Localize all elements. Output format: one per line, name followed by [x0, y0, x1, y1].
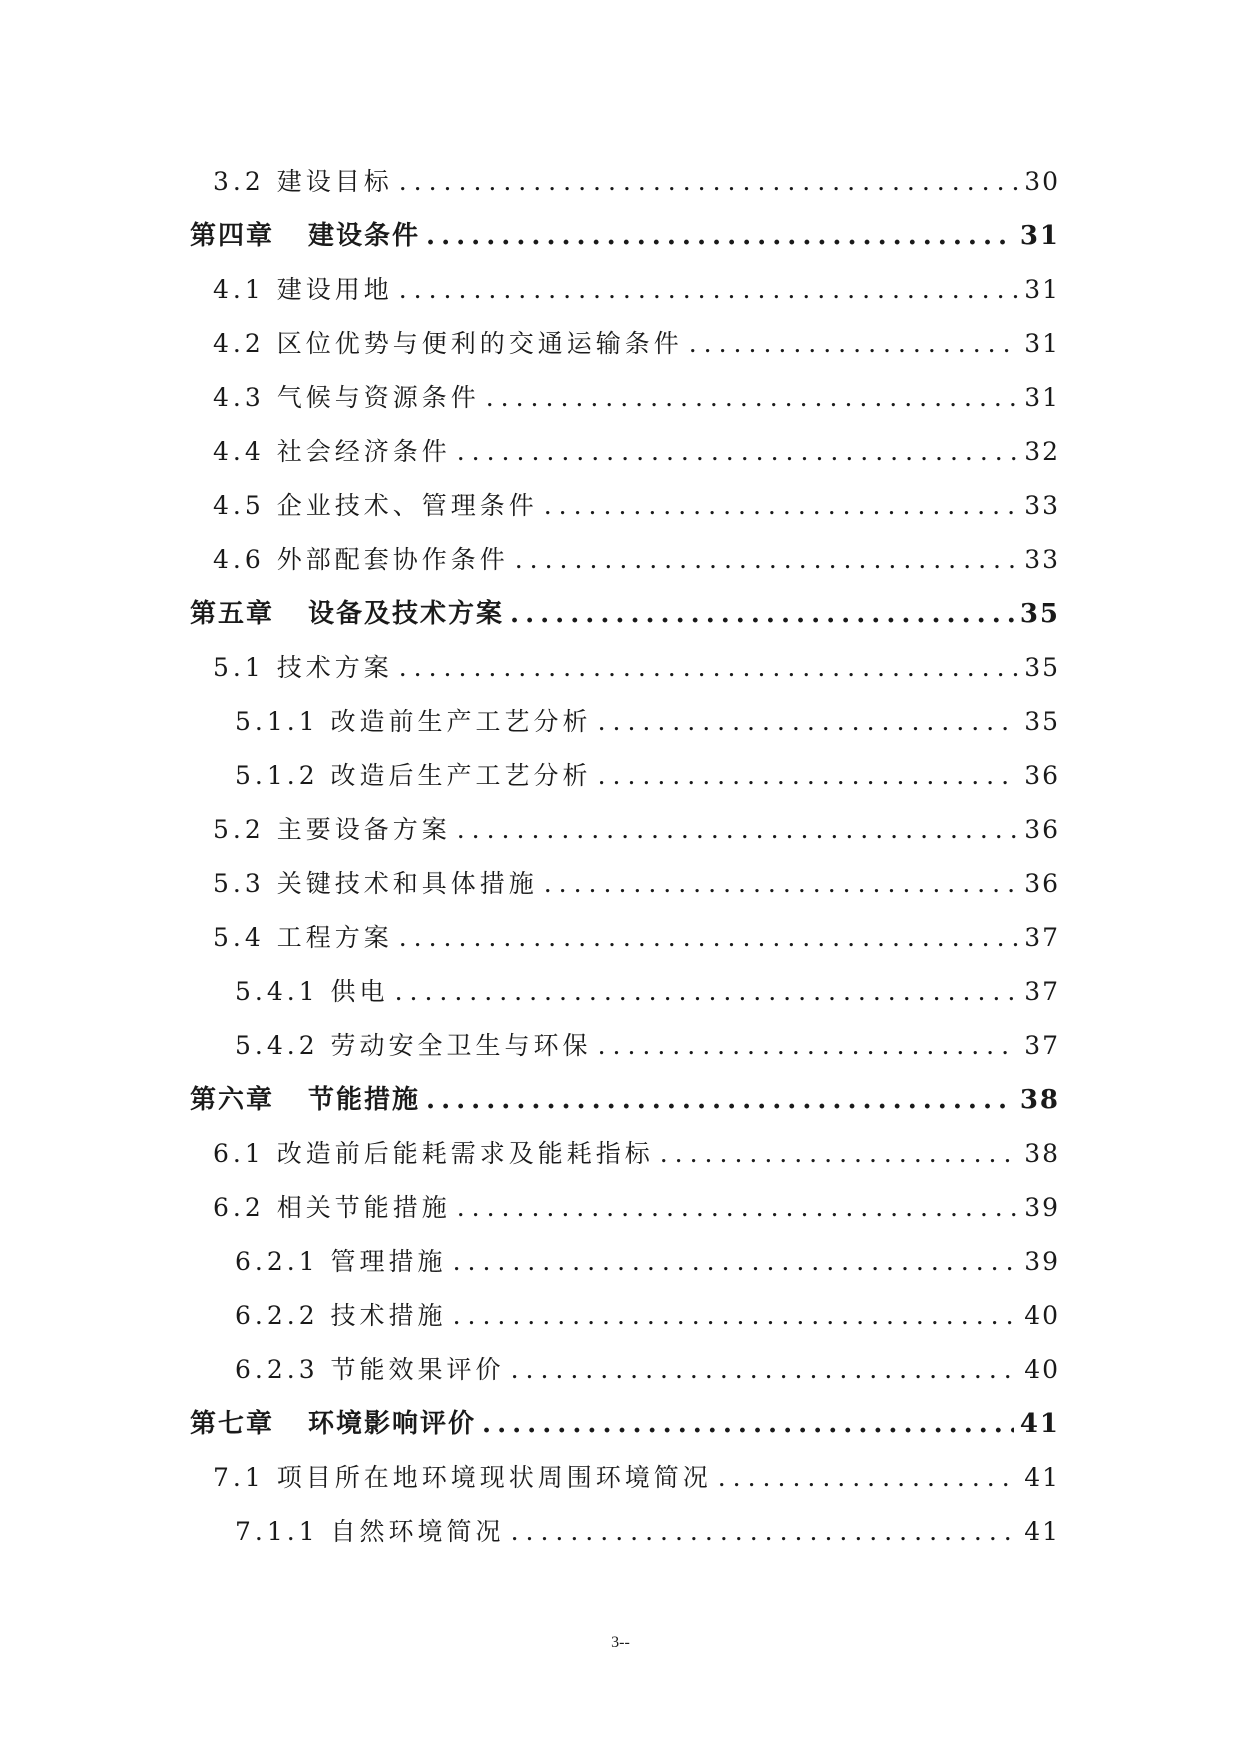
- toc-leader-dots: [515, 540, 1018, 580]
- toc-page-number: 38: [1019, 1085, 1060, 1115]
- toc-chapter-name: 节能措施: [308, 1085, 421, 1115]
- toc-leader-dots: [453, 1296, 1019, 1336]
- toc-entry-title: 5.1.2 改造后生产工艺分析: [235, 761, 592, 790]
- toc-subentry[interactable]: [235, 1296, 1060, 1336]
- toc-page-number: 37: [1024, 923, 1060, 952]
- toc-leader-dots: [453, 1242, 1019, 1282]
- toc-page-number: 32: [1024, 437, 1060, 466]
- toc-entry[interactable]: [213, 162, 1060, 202]
- toc-chapter-title: [190, 1404, 476, 1444]
- page-footer-number: 3--: [611, 1634, 630, 1651]
- toc-leader-dots: [511, 1350, 1019, 1390]
- toc-page-number: 41: [1019, 1409, 1060, 1439]
- toc-entry-title: 5.4.2 劳动安全卫生与环保: [235, 1031, 592, 1060]
- toc-page-number: 36: [1024, 815, 1060, 844]
- toc-leader-dots: [598, 1026, 1019, 1066]
- toc-chapter-entry[interactable]: [190, 594, 1060, 634]
- toc-chapter-title: [190, 216, 420, 256]
- toc-chapter-number: 第七章: [190, 1409, 275, 1439]
- toc-entry-title: 5.3 关键技术和具体措施: [213, 869, 538, 898]
- toc-leader-dots: [399, 918, 1018, 958]
- toc-page-number: 31: [1024, 383, 1060, 412]
- toc-chapter-name: 环境影响评价: [308, 1409, 477, 1439]
- toc-chapter-number: 第五章: [190, 599, 275, 629]
- toc-page-number: 36: [1024, 761, 1060, 790]
- toc-leader-dots: [486, 378, 1018, 418]
- toc-page-number: 33: [1024, 491, 1060, 520]
- toc-page-number: 36: [1024, 869, 1060, 898]
- toc-entry-title: 5.1 技术方案: [213, 653, 393, 682]
- toc-entry[interactable]: [213, 432, 1060, 472]
- toc-entry-title: 4.2 区位优势与便利的交通运输条件: [213, 329, 683, 358]
- toc-leader-dots: [457, 810, 1018, 850]
- toc-leader-dots: [598, 756, 1019, 796]
- toc-entry-title: 4.5 企业技术、管理条件: [213, 491, 538, 520]
- toc-entry[interactable]: [213, 270, 1060, 310]
- toc-chapter-entry[interactable]: [190, 1080, 1060, 1120]
- toc-entry[interactable]: [213, 1458, 1060, 1498]
- toc-entry[interactable]: [213, 486, 1060, 526]
- toc-entry[interactable]: [213, 810, 1060, 850]
- toc-entry-title: 5.4.1 供电: [235, 977, 389, 1006]
- toc-entry-title: 5.1.1 改造前生产工艺分析: [235, 707, 592, 736]
- toc-page-number: 40: [1024, 1355, 1060, 1384]
- toc-page-number: 35: [1024, 707, 1060, 736]
- toc-entry[interactable]: [213, 864, 1060, 904]
- toc-subentry[interactable]: [235, 1512, 1060, 1552]
- toc-page-number: 30: [1024, 167, 1060, 196]
- toc-chapter-entry[interactable]: [190, 1404, 1060, 1444]
- toc-subentry[interactable]: [235, 1350, 1060, 1390]
- toc-entry-title: 4.1 建设用地: [213, 275, 393, 304]
- toc-page-number: 31: [1024, 329, 1060, 358]
- toc-page-number: 37: [1024, 977, 1060, 1006]
- toc-entry[interactable]: [213, 648, 1060, 688]
- toc-leader-dots: [482, 1404, 1014, 1444]
- toc-page-number: 41: [1024, 1463, 1060, 1492]
- toc-entry-title: 7.1.1 自然环境简况: [235, 1517, 505, 1546]
- toc-subentry[interactable]: [235, 702, 1060, 742]
- toc-chapter-title: [190, 1080, 420, 1120]
- toc-page-number: 33: [1024, 545, 1060, 574]
- toc-leader-dots: [457, 1188, 1018, 1228]
- toc-leader-dots: [660, 1134, 1018, 1174]
- toc-entry[interactable]: [213, 378, 1060, 418]
- toc-subentry[interactable]: [235, 756, 1060, 796]
- toc-page-number: 41: [1024, 1517, 1060, 1546]
- toc-leader-dots: [511, 1512, 1019, 1552]
- toc-entry-title: 6.2.1 管理措施: [235, 1247, 447, 1276]
- toc-leader-dots: [426, 216, 1014, 256]
- toc-page-number: 38: [1024, 1139, 1060, 1168]
- toc-chapter-number: 第四章: [190, 221, 275, 251]
- toc-subentry[interactable]: [235, 1242, 1060, 1282]
- toc-entry-title: 3.2 建设目标: [213, 167, 393, 196]
- toc-chapter-name: 建设条件: [308, 221, 421, 251]
- toc-leader-dots: [598, 702, 1019, 742]
- toc-entry-title: 6.2 相关节能措施: [213, 1193, 451, 1222]
- toc-entry-title: 4.6 外部配套协作条件: [213, 545, 509, 574]
- toc-leader-dots: [395, 972, 1019, 1012]
- toc-page-number: 35: [1024, 653, 1060, 682]
- toc-entry[interactable]: [213, 324, 1060, 364]
- toc-chapter-name: 设备及技术方案: [308, 599, 505, 629]
- toc-entry-title: 4.4 社会经济条件: [213, 437, 451, 466]
- toc-leader-dots: [457, 432, 1018, 472]
- toc-page-number: 37: [1024, 1031, 1060, 1060]
- toc-entry-title: 6.1 改造前后能耗需求及能耗指标: [213, 1139, 654, 1168]
- toc-leader-dots: [544, 864, 1018, 904]
- toc-entry-title: 6.2.3 节能效果评价: [235, 1355, 505, 1384]
- toc-leader-dots: [718, 1458, 1018, 1498]
- toc-subentry[interactable]: [235, 972, 1060, 1012]
- toc-subentry[interactable]: [235, 1026, 1060, 1066]
- toc-page-number: 31: [1019, 221, 1060, 251]
- toc-chapter-entry[interactable]: [190, 216, 1060, 256]
- toc-page-number: 39: [1024, 1193, 1060, 1222]
- toc-entry-title: 5.4 工程方案: [213, 923, 393, 952]
- toc-page-number: 35: [1019, 599, 1060, 629]
- toc-leader-dots: [399, 270, 1018, 310]
- toc-leader-dots: [426, 1080, 1014, 1120]
- toc-page-number: 39: [1024, 1247, 1060, 1276]
- toc-leader-dots: [399, 648, 1018, 688]
- toc-entry[interactable]: [213, 1188, 1060, 1228]
- toc-page-number: 40: [1024, 1301, 1060, 1330]
- toc-entry-title: 7.1 项目所在地环境现状周围环境简况: [213, 1463, 712, 1492]
- toc-entry-title: 4.3 气候与资源条件: [213, 383, 480, 412]
- toc-chapter-number: 第六章: [190, 1085, 275, 1115]
- toc-entry[interactable]: [213, 1134, 1060, 1174]
- toc-leader-dots: [510, 594, 1014, 634]
- toc-chapter-title: [190, 594, 504, 634]
- toc-entry[interactable]: [213, 918, 1060, 958]
- toc-entry-title: 5.2 主要设备方案: [213, 815, 451, 844]
- toc-entry[interactable]: [213, 540, 1060, 580]
- toc-page-number: 31: [1024, 275, 1060, 304]
- toc-leader-dots: [399, 162, 1018, 202]
- toc-entry-title: 6.2.2 技术措施: [235, 1301, 447, 1330]
- toc-leader-dots: [544, 486, 1018, 526]
- toc-leader-dots: [689, 324, 1018, 364]
